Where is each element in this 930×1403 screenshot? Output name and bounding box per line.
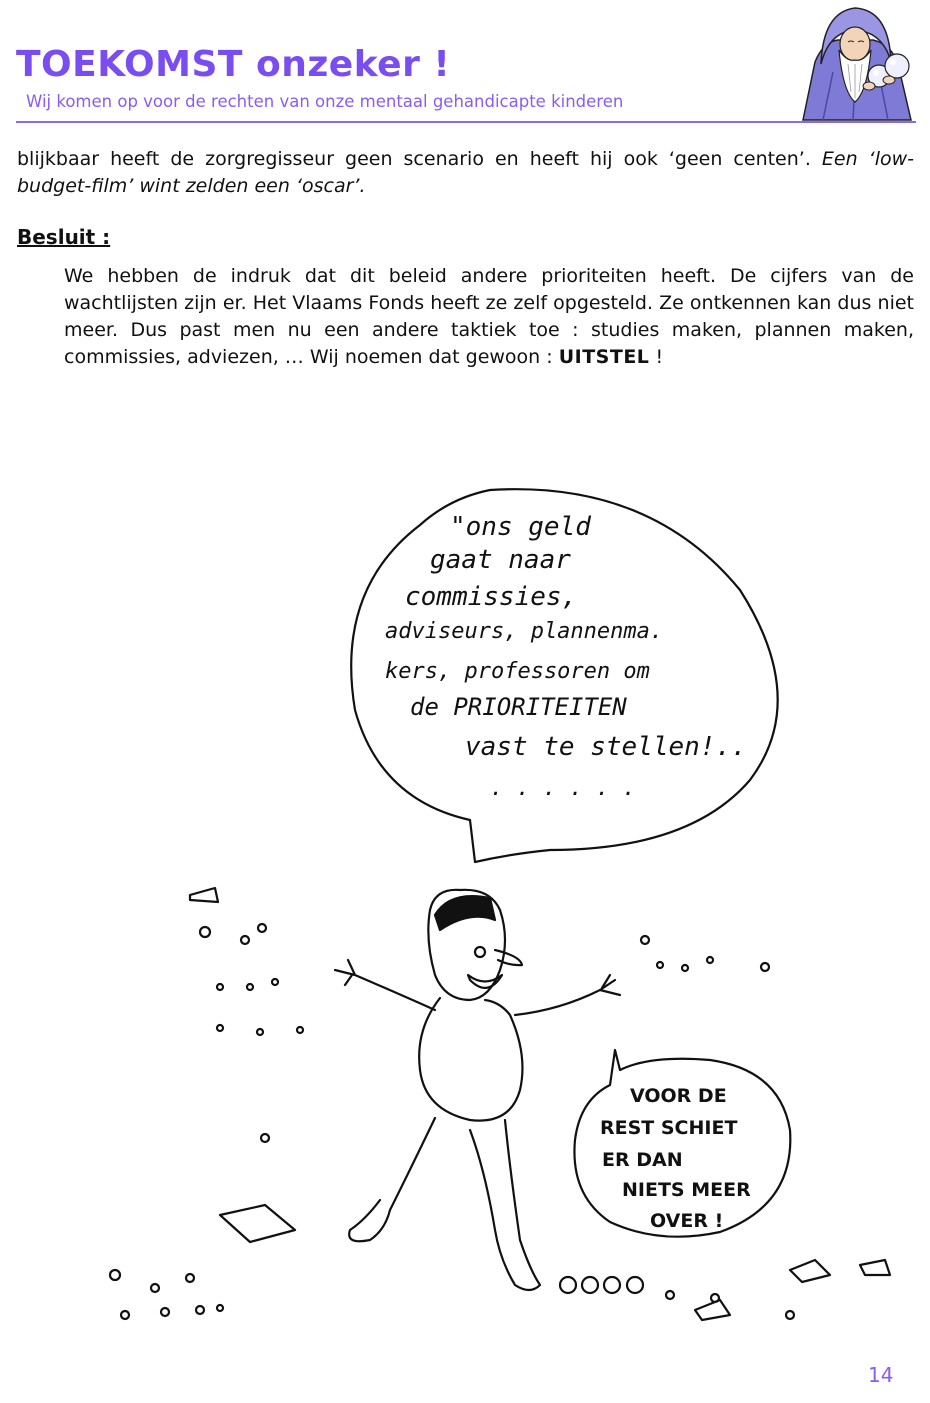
speech-bubble-small: [574, 1050, 790, 1237]
bubble-small-line-4: NIETS MEER: [622, 1179, 751, 1201]
header-rule: [16, 121, 916, 123]
intro-paragraph: [17, 146, 914, 200]
conclusion-heading: Besluit :: [17, 225, 111, 249]
page-subtitle: Wij komen op voor de rechten van onze mentaal gehandicapte kinderen: [26, 92, 624, 111]
bubble-large-line-6: de PRIORITEITEN: [410, 693, 627, 721]
bubble-large-line-7: vast te stellen!..: [465, 732, 747, 762]
bubble-large-line-5: kers, professoren om: [385, 659, 650, 684]
page-title: TOEKOMST onzeker !: [16, 44, 451, 85]
conclusion-paragraph: [64, 263, 914, 371]
bubble-large-line-4: adviseurs, plannenma.: [385, 619, 664, 644]
conclusion-text: We hebben de indruk dat dit beleid andere prioriteiten heeft. De cijfers van de wachtlijsten zijn er. Het Vlaams Fonds heeft ze zelf opgesteld. Ze ontkennen kan dus niet meer. Dus past men nu een andere taktiek toe : studies maken, plannen maken, commissies, adviezen, … Wij noemen dat gewoon :: [64, 265, 914, 368]
bubble-small-line-3: ER DAN: [602, 1149, 683, 1171]
page-header: [0, 0, 930, 125]
wizard-illustration: [793, 2, 918, 122]
bubble-large-line-2: gaat naar: [430, 545, 571, 575]
intro-paragraph-text: blijkbaar heeft de zorgregisseur geen scenario en heeft hij ook ‘geen centen’.: [17, 148, 822, 170]
bubble-large-line-8: . . . . . .: [490, 776, 636, 801]
bubble-small-line-1: VOOR DE: [630, 1085, 727, 1107]
bubble-small-line-5: OVER !: [650, 1210, 724, 1232]
intro-paragraph-italic: Een ‘low-budget-film’ wint zelden een ‘oscar’.: [17, 148, 914, 197]
bubble-small-line-2: REST SCHIET: [600, 1117, 738, 1139]
conclusion-end: !: [649, 346, 664, 368]
cartoon-illustration: [90, 470, 900, 1350]
page-number: 14: [868, 1363, 894, 1387]
conclusion-bold-word: UITSTEL: [558, 346, 650, 368]
bubble-large-line-1: "ons geld: [450, 512, 591, 542]
bubble-large-line-3: commissies,: [405, 582, 578, 612]
